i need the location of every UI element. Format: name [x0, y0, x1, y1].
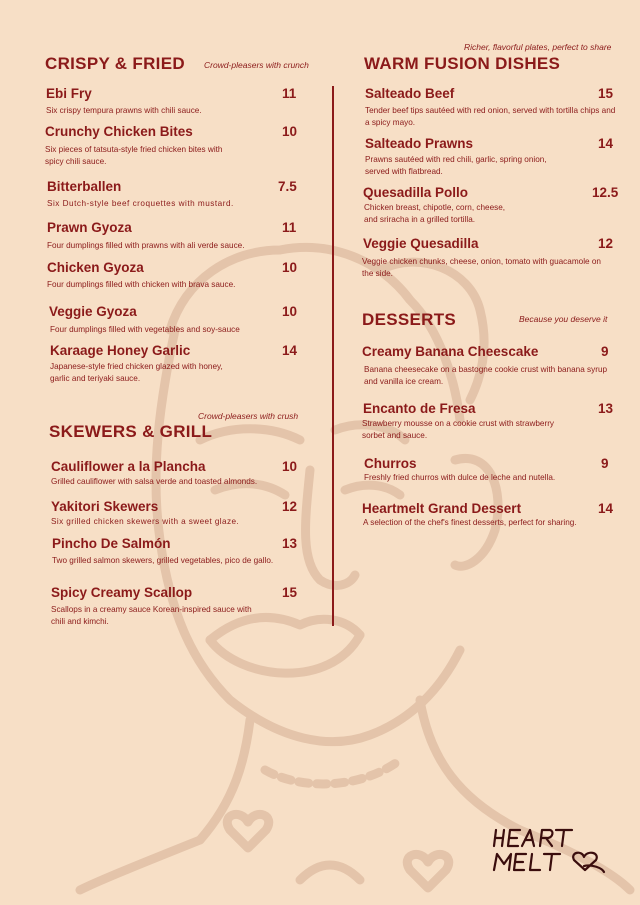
menu-item-desc: A selection of the chef's finest desserts, perfect for sharing.: [363, 518, 577, 527]
menu-item-name: Quesadilla Pollo: [363, 185, 469, 200]
menu-item-desc: Four dumplings filled with chicken with brava sauce.: [47, 280, 236, 289]
menu-item-price: 9: [601, 344, 609, 359]
menu-item-price: 10: [282, 260, 298, 275]
menu-item-name: Veggie Quesadilla: [363, 236, 479, 251]
menu-item-price: 10: [282, 304, 298, 319]
menu-item-name: Cauliflower a la Plancha: [51, 459, 206, 474]
menu-item-desc: Two grilled salmon skewers, grilled vegetables, pico de gallo.: [52, 556, 274, 565]
menu-item-name: Encanto de Fresa: [363, 401, 476, 416]
section-title-fusion: WARM FUSION DISHES: [364, 54, 561, 73]
heartmelt-logo-art: [492, 826, 610, 874]
menu-item-desc: Chicken breast, chipotle, corn, cheese, and sriracha in a grilled tortilla.: [364, 203, 506, 224]
section-title-skewers: SKEWERS & GRILL: [49, 422, 213, 441]
menu-item-price: 12: [598, 236, 614, 251]
menu-item-name: Pincho De Salmón: [52, 536, 171, 551]
heartmelt-logo: [492, 826, 610, 879]
menu-item-desc: Japanese-style fried chicken glazed with honey, garlic and teriyaki sauce.: [50, 362, 223, 383]
section-tagline-crispy: Crowd-pleasers with crunch: [204, 60, 309, 70]
menu-item-name: Veggie Gyoza: [49, 304, 137, 319]
menu-item-desc: Banana cheesecake on a bastogne cookie crust with banana syrup and vanilla ice cream.: [364, 365, 608, 386]
menu-item-desc: Strawberry mousse on a cookie crust with strawberry sorbet and sauce.: [362, 419, 555, 440]
section-tagline-fusion: Richer, flavorful plates, perfect to share: [464, 42, 612, 52]
menu-item-price: 14: [598, 501, 614, 516]
menu-item-name: Spicy Creamy Scallop: [51, 585, 193, 600]
section-tagline-desserts: Because you deserve it: [519, 314, 608, 324]
menu-item-name: Crunchy Chicken Bites: [45, 124, 193, 139]
menu-item-price: 12: [282, 499, 298, 514]
menu-item-name: Salteado Beef: [365, 86, 455, 101]
menu-item-desc: Four dumplings filled with vegetables and soy-sauce: [50, 325, 240, 334]
menu-item-desc: Veggie chicken chunks, cheese, onion, tomato with guacamole on the side.: [362, 257, 601, 278]
menu-item-price: 10: [282, 459, 298, 474]
section-title-crispy: CRISPY & FRIED: [45, 54, 185, 73]
menu-item-name: Bitterballen: [47, 179, 122, 194]
menu-item-desc: Six grilled chicken skewers with a sweet glaze.: [51, 517, 240, 526]
menu-item-price: 15: [598, 86, 614, 101]
menu-item-desc: Grilled cauliflower with salsa verde and toasted almonds.: [51, 477, 258, 486]
menu-item-price: 14: [598, 136, 614, 151]
menu-item-price: 7.5: [278, 179, 297, 194]
menu-item-price: 12.5: [592, 185, 619, 200]
section-title-desserts: DESSERTS: [362, 310, 457, 329]
column-divider: [332, 86, 334, 626]
menu-item-price: 14: [282, 343, 298, 358]
menu-item-name: Salteado Prawns: [365, 136, 474, 151]
menu-item-desc: Six pieces of tatsuta-style fried chicken bites with spicy chili sauce.: [45, 145, 223, 166]
menu-item-name: Heartmelt Grand Dessert: [362, 501, 522, 516]
menu-item-name: Karaage Honey Garlic: [50, 343, 191, 358]
menu-item-price: 9: [601, 456, 609, 471]
menu-item-desc: Six crispy tempura prawns with chili sauce.: [46, 106, 202, 115]
menu-item-price: 13: [598, 401, 614, 416]
menu-item-name: Chicken Gyoza: [47, 260, 144, 275]
menu-item-price: 11: [282, 220, 297, 235]
menu-item-price: 15: [282, 585, 298, 600]
menu-item-price: 13: [282, 536, 298, 551]
menu-item-name: Yakitori Skewers: [51, 499, 159, 514]
menu-item-name: Creamy Banana Cheescake: [362, 344, 539, 359]
menu-item-price: 10: [282, 124, 298, 139]
menu-item-desc: Four dumplings filled with prawns with ali verde sauce.: [47, 241, 245, 250]
menu-item-price: 11: [282, 86, 297, 101]
menu-item-name: Churros: [364, 456, 417, 471]
menu-item-desc: Six Dutch-style beef croquettes with mustard.: [47, 199, 234, 208]
menu-item-name: Prawn Gyoza: [47, 220, 132, 235]
menu-item-desc: Prawns sautéed with red chili, garlic, spring onion, served with flatbread.: [365, 155, 547, 176]
menu-item-desc: Tender beef tips sautéed with red onion, served with tortilla chips and a spicy mayo.: [365, 106, 616, 127]
menu-item-desc: Freshly fried churros with dulce de leche and nutella.: [364, 473, 556, 482]
menu-item-name: Ebi Fry: [46, 86, 92, 101]
menu-item-desc: Scallops in a creamy sauce Korean-inspired sauce with chili and kimchi.: [51, 605, 252, 626]
section-tagline-skewers: Crowd-pleasers with crush: [198, 411, 299, 421]
